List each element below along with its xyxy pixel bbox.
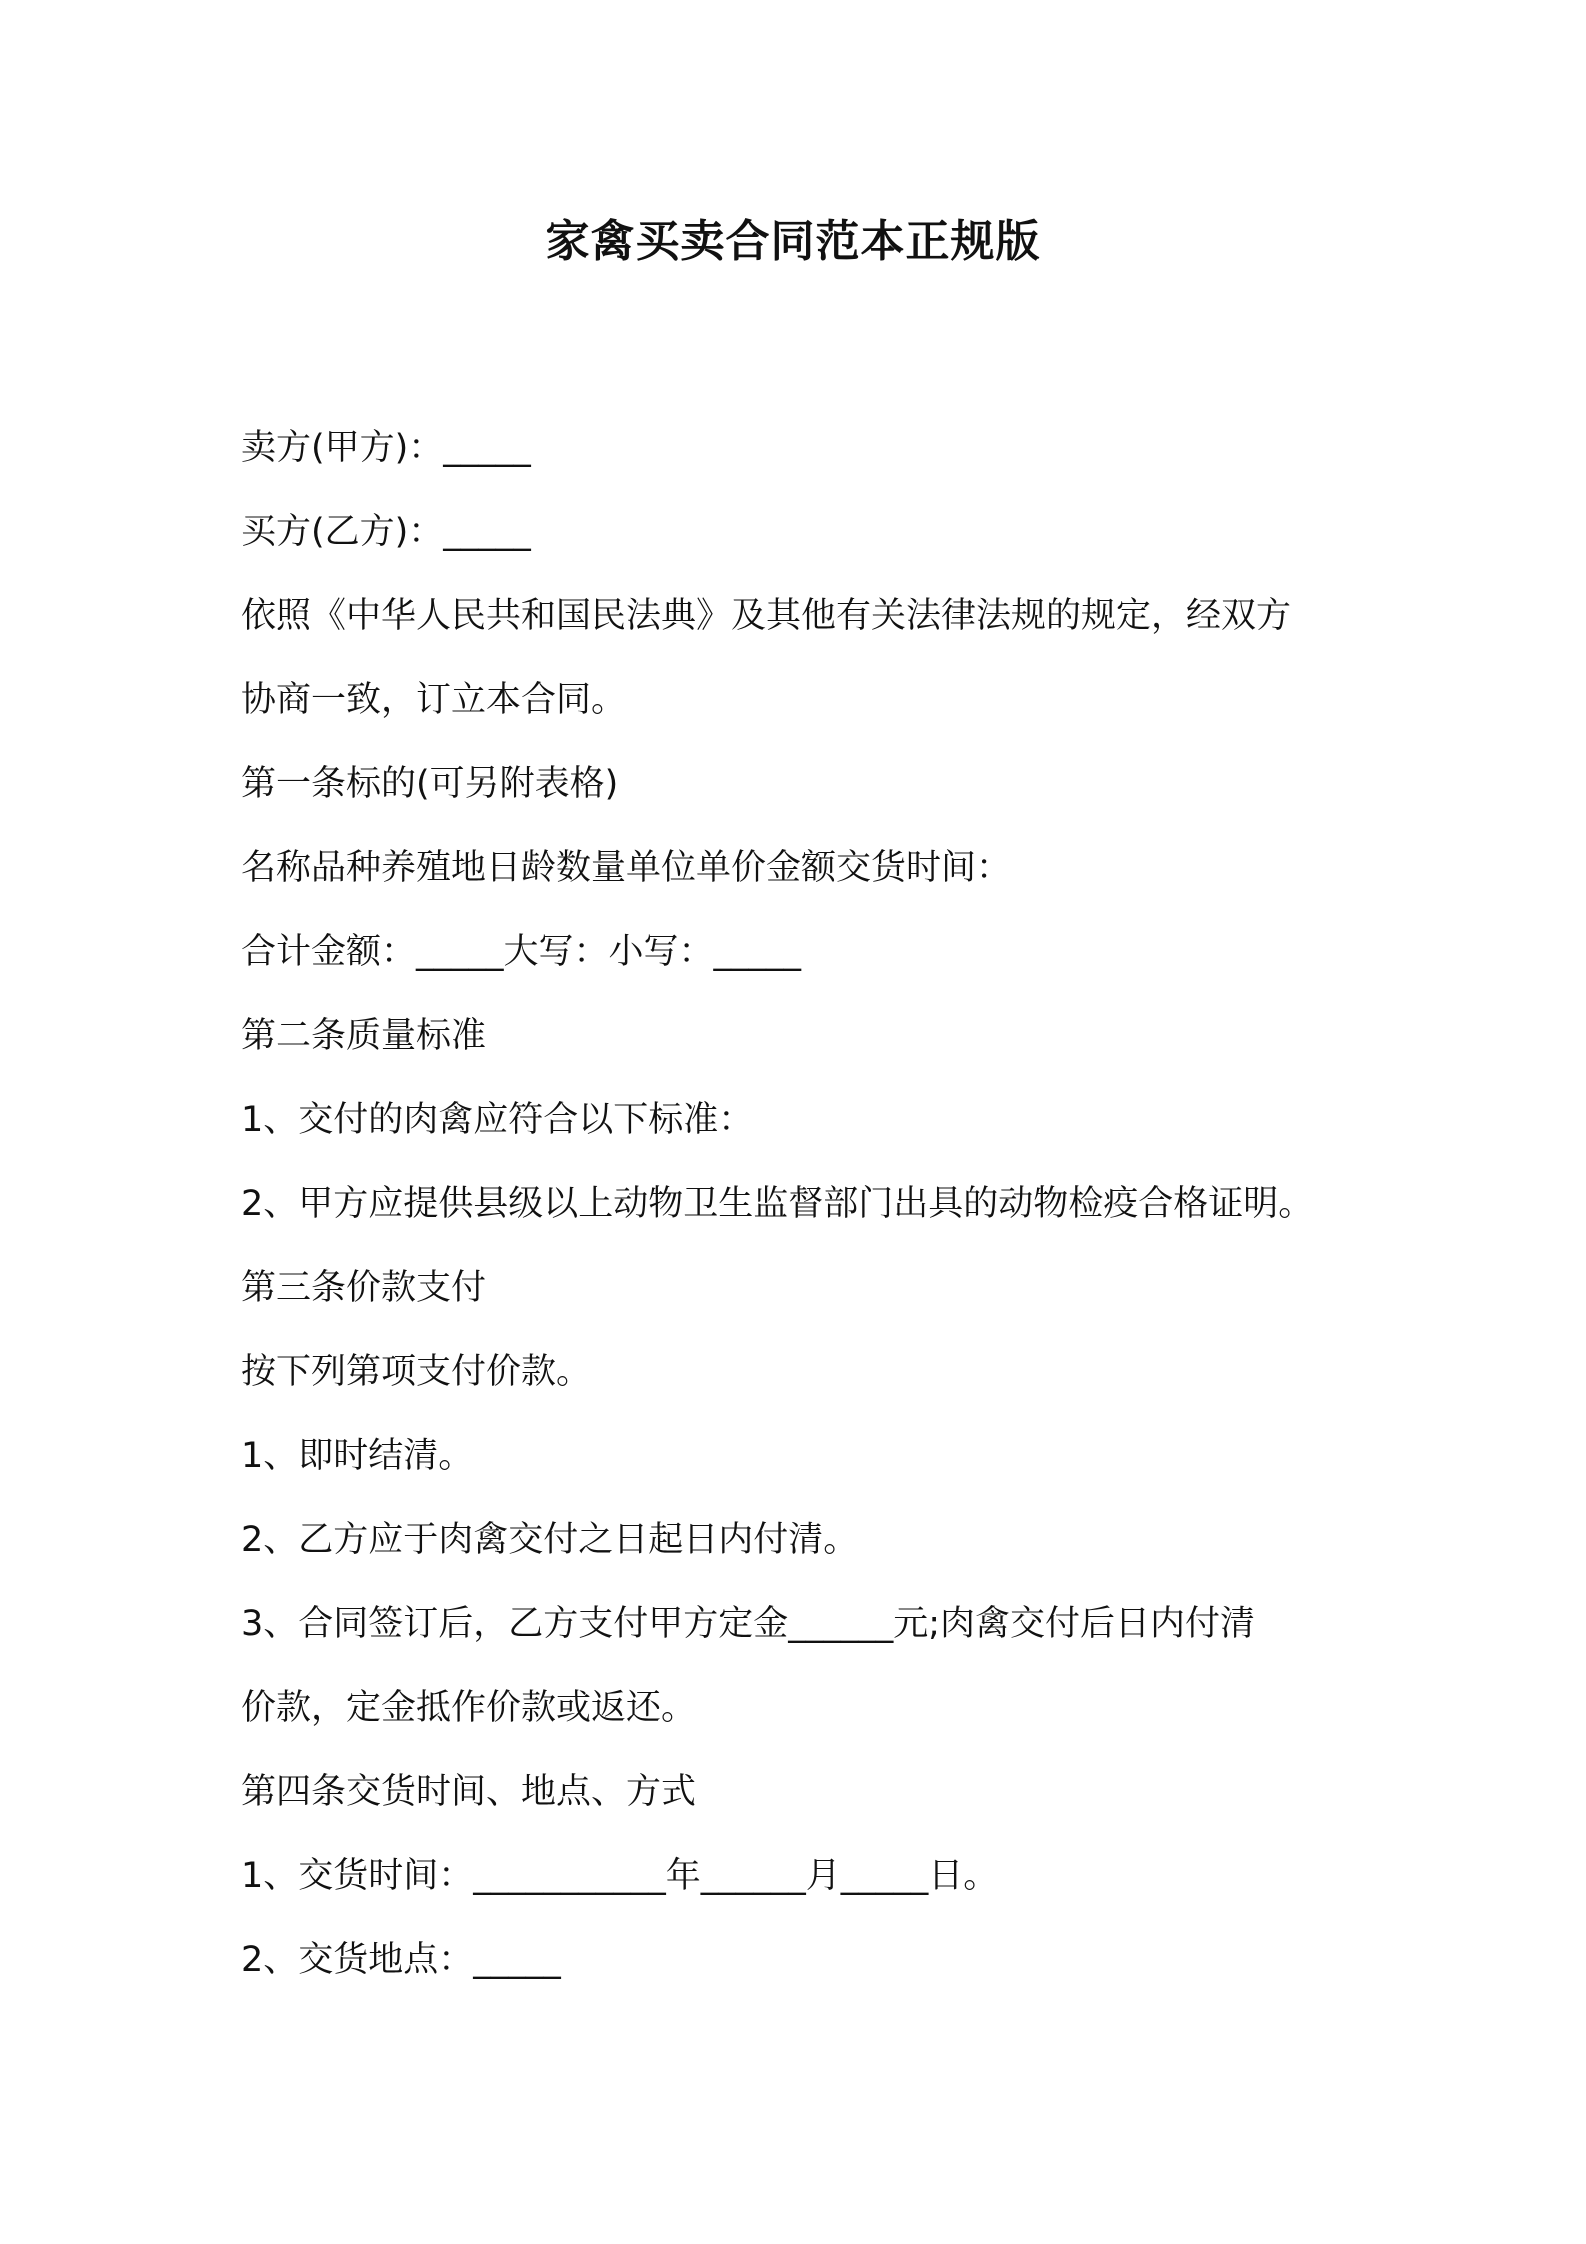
total-amount-line: 合计金额：_____大写：小写：_____ — [241, 932, 802, 972]
article-3-intro: 按下列第项支付价款。 — [241, 1352, 592, 1392]
article-4-item-2: 2、交货地点：_____ — [241, 1940, 561, 1980]
article-4-heading: 第四条交货时间、地点、方式 — [241, 1772, 697, 1812]
article-3-item-1: 1、即时结清。 — [241, 1436, 474, 1476]
article-2-item-2: 2、甲方应提供县级以上动物卫生监督部门出具的动物检疫合格证明。 — [241, 1184, 1314, 1224]
preamble-line-2: 协商一致，订立本合同。 — [241, 680, 627, 720]
article-3-item-3-cont: 价款，定金抵作价款或返还。 — [241, 1688, 697, 1728]
article-3-item-3: 3、合同签订后，乙方支付甲方定金______元;肉禽交付后日内付清 — [241, 1604, 1256, 1644]
document-title: 家禽买卖合同范本正规版 — [545, 216, 1041, 267]
article-2-heading: 第二条质量标准 — [241, 1016, 487, 1056]
seller-line: 卖方(甲方)：_____ — [241, 428, 531, 468]
buyer-line: 买方(乙方)：_____ — [241, 512, 531, 552]
article-4-item-1: 1、交货时间：___________年______月_____日。 — [241, 1856, 999, 1896]
article-2-item-1: 1、交付的肉禽应符合以下标准： — [241, 1100, 754, 1140]
article-3-heading: 第三条价款支付 — [241, 1268, 487, 1308]
article-3-item-2: 2、乙方应于肉禽交付之日起日内付清。 — [241, 1520, 859, 1560]
preamble-line-1: 依照《中华人民共和国民法典》及其他有关法律法规的规定，经双方 — [241, 596, 1292, 636]
article-1-fields: 名称品种养殖地日龄数量单位单价金额交货时间： — [241, 848, 1012, 888]
article-1-heading: 第一条标的(可另附表格) — [241, 764, 619, 804]
document-body — [241, 406, 1391, 2002]
